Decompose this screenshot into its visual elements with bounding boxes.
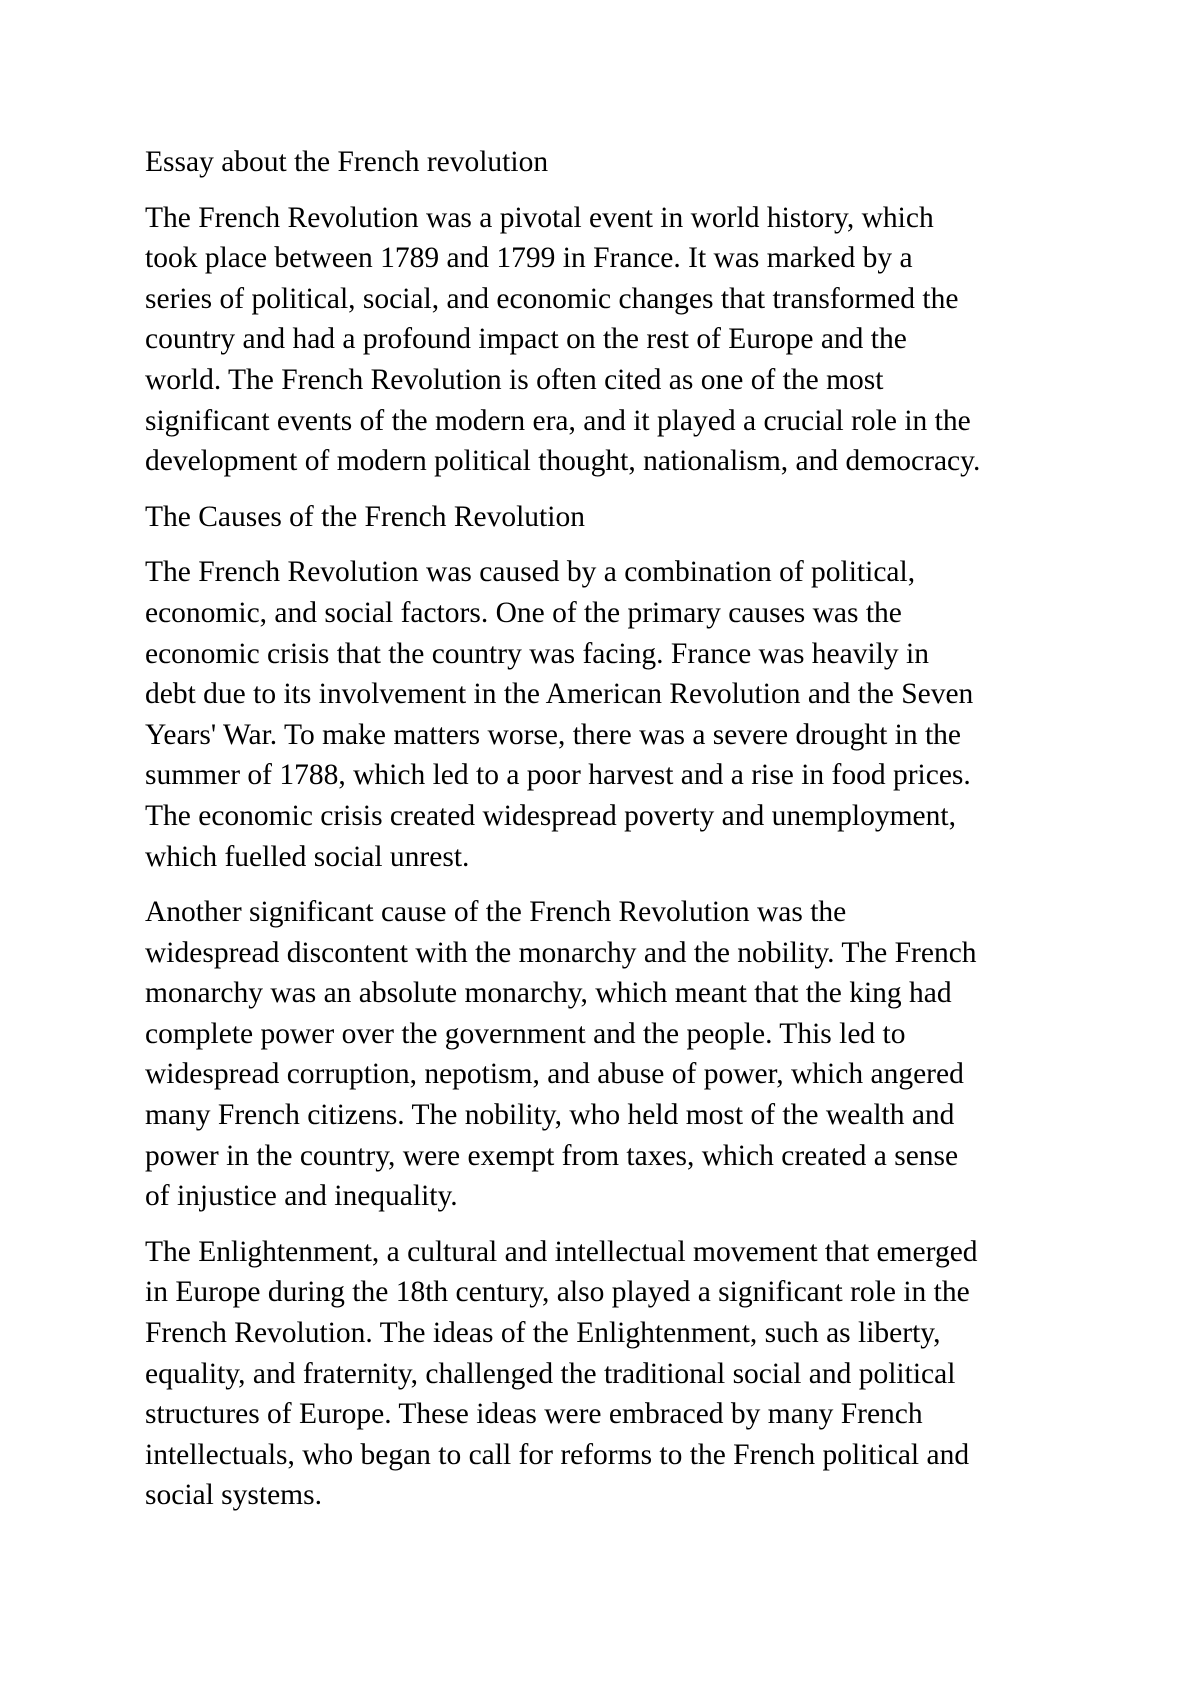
text-line: which fuelled social unrest. <box>145 840 470 873</box>
text-line: many French citizens. The nobility, who held most of the wealth and <box>145 1099 955 1132</box>
text-line: equality, and fraternity, challenged the traditional social and political <box>145 1357 956 1390</box>
text-line: in Europe during the 18th century, also played a significant role in the <box>145 1276 970 1309</box>
text-line: The Enlightenment, a cultural and intellectual movement that emerged <box>145 1235 978 1268</box>
text-line: The French Revolution was caused by a combination of political, <box>145 556 916 589</box>
paragraph-economic-causes <box>145 552 1075 877</box>
text-line: debt due to its involvement in the American Revolution and the Seven <box>145 678 974 711</box>
text-line: power in the country, were exempt from taxes, which created a sense <box>145 1139 959 1172</box>
text-line: social systems. <box>145 1479 322 1512</box>
document-title <box>145 142 1075 183</box>
text-line: French Revolution. The ideas of the Enlightenment, such as liberty, <box>145 1317 941 1350</box>
paragraph-introduction <box>145 198 1075 482</box>
text-line: world. The French Revolution is often cited as one of the most <box>145 363 884 396</box>
text-line: The economic crisis created widespread poverty and unemployment, <box>145 799 956 832</box>
document-body <box>145 142 1075 1531</box>
text-line: structures of Europe. These ideas were embraced by many French <box>145 1398 923 1431</box>
text-line: economic crisis that the country was facing. France was heavily in <box>145 637 929 670</box>
text-line: country and had a profound impact on the rest of Europe and the <box>145 323 907 356</box>
text-line: complete power over the government and the people. This led to <box>145 1017 906 1050</box>
text-line: The French Revolution was a pivotal event in world history, which <box>145 201 934 234</box>
text-line: monarchy was an absolute monarchy, which meant that the king had <box>145 977 952 1010</box>
text-line: intellectuals, who began to call for reforms to the French political and <box>145 1438 970 1471</box>
paragraph-enlightenment <box>145 1232 1075 1516</box>
text-line: development of modern political thought, nationalism, and democracy. <box>145 445 981 478</box>
section-heading-causes <box>145 497 1075 538</box>
text-line: of injustice and inequality. <box>145 1180 458 1213</box>
text-line: took place between 1789 and 1799 in France. It was marked by a <box>145 242 913 275</box>
text-line: Years' War. To make matters worse, there was a severe drought in the <box>145 718 962 751</box>
text-line: significant events of the modern era, and it played a crucial role in the <box>145 404 971 437</box>
text-line: widespread discontent with the monarchy and the nobility. The French <box>145 936 977 969</box>
text-line: The Causes of the French Revolution <box>145 500 585 533</box>
text-line: economic, and social factors. One of the primary causes was the <box>145 596 902 629</box>
text-line: summer of 1788, which led to a poor harvest and a rise in food prices. <box>145 759 971 792</box>
paragraph-monarchy-causes <box>145 892 1075 1217</box>
text-line: widespread corruption, nepotism, and abuse of power, which angered <box>145 1058 964 1091</box>
text-line: series of political, social, and economic changes that transformed the <box>145 282 959 315</box>
text-line: Another significant cause of the French Revolution was the <box>145 896 847 929</box>
text-line: Essay about the French revolution <box>145 146 549 178</box>
